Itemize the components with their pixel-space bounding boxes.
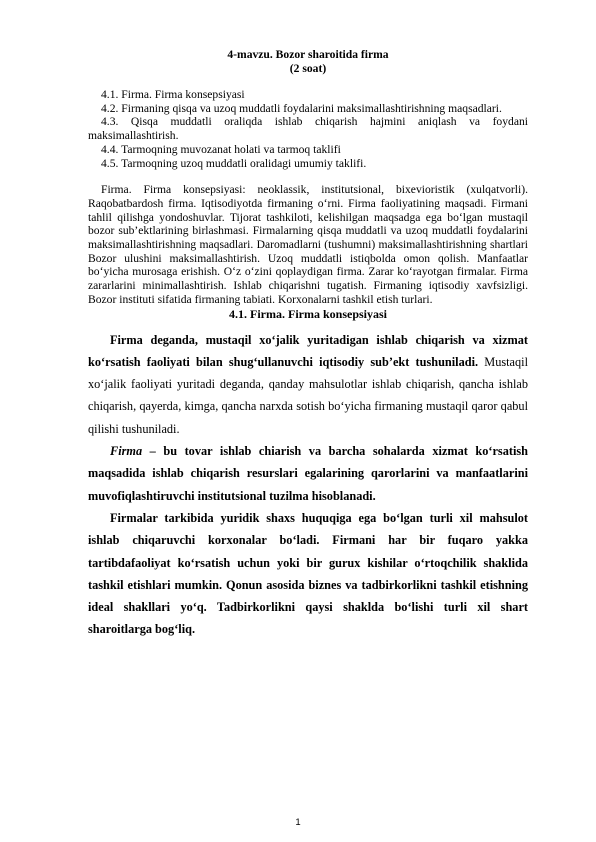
lecture-duration: (2 soat)	[289, 62, 327, 75]
outline-item: 4.2. Firmaning qisqa va uzoq muddatli foydalarini maksimallashtirishning maqsadlari.	[101, 101, 502, 115]
section-heading: 4.1. Firma. Firma konsepsiyasi	[229, 306, 387, 321]
outline-item: 4.3. Qisqa muddatli oraliqda ishlab chiqarish hajmini aniqlash va foydani maksimallashtirish.	[88, 115, 528, 143]
definition-bold-text: Firma deganda, mustaqil xo‘jalik yuritadigan ishlab chiqarish va xizmat ko‘rsatish faoliyati bilan shug‘ullanuvchi iqtisodiy sub’ekt tushuniladi.	[88, 332, 528, 369]
definition-explanation: Mustaqil xo‘jalik faoliyati yuritadi deganda, qanday mahsulotlar ishlab chiqarish, qancha ishlab chiqarish, qayerda, kimga, qancha narxda sotish bo‘yicha firmaning mustaqil qaror qabul qilishi tushuniladi.	[88, 354, 528, 436]
defined-term: Firma	[110, 444, 143, 459]
lecture-title: 4-mavzu. Bozor sharoitida firma	[227, 48, 389, 61]
topic-summary: Firma. Firma konsepsiyasi: neoklassik, institutsional, bixevioristik (xulqatvorli). Raqobatbardosh firma. Iqtisodiyotda firmaning o‘rni. Firma faoliyatining maqsadi. Firmani tahlil qilishga yondoshuvlar. Tijorat tashkiloti, kelishilgan maqsadga ega bo‘lgan mustaqil bozor sub’ektlarining birlashmasi. Firmalarning qisqa muddatli va uzoq muddatli foydalarini maksimallashtirishning maqsadlari. Daromadlarni (tushumni) maksimallashtirishning shartlari Bozor ulushini maksimallashtirish. Uzoq muddatli istiqbolda omon qolish. Manfaatlar bo‘yicha murosaga erishish. O‘z o‘zini qoplaydigan firma. Zarar ko‘rayotgan firmalar. Firma zararlarini minimallashtirish. Ishlab chiqarishni tugatish. Firmaning iqtisodiy xavfsizligi. Bozor instituti sifatida firmaning tabiati. Korxonalarni tashkil etish turlari.	[88, 183, 528, 306]
page-number: 1	[295, 817, 301, 828]
firm-forms-paragraph: Firmalar tarkibida yuridik shaxs huquqiga ega bo‘lgan turli xil mahsulot ishlab chiqaruvchi korxonalar bo‘ladi. Firmani har bir fuqaro yakka tartibdafaoliyat ko‘rsatish uchun yoki bir gurux kishilar o‘rtoqchilik shaklida tashkil etishlari mumkin. Qonun asosida biznes va tadbirkorlikni tashkil etishning ideal shakllari yo‘q. Tadbirkorlikni qaysi shaklda bo‘lishi turli xil shart sharoitlarga bog‘liq.	[88, 510, 528, 637]
outline-item: 4.4. Tarmoqning muvozanat holati va tarmoq taklifi	[101, 142, 341, 156]
outline-item: 4.5. Tarmoqning uzoq muddatli oralidagi umumiy taklifi.	[101, 156, 367, 170]
topic-outline	[88, 88, 528, 170]
institutional-definition-paragraph	[88, 440, 528, 507]
document-page	[88, 48, 528, 641]
institutional-definition-text: – bu tovar ishlab chiarish va barcha sohalarda xizmat ko‘rsatish maqsadida ishlab chiqarish resurslari egalarining qarorlarini va manfaatlarini muvofiqlashtiruvchi institutsional tuzilma hisoblanadi.	[88, 444, 528, 503]
definition-paragraph	[88, 329, 528, 440]
outline-item: 4.1. Firma. Firma konsepsiyasi	[101, 88, 245, 101]
